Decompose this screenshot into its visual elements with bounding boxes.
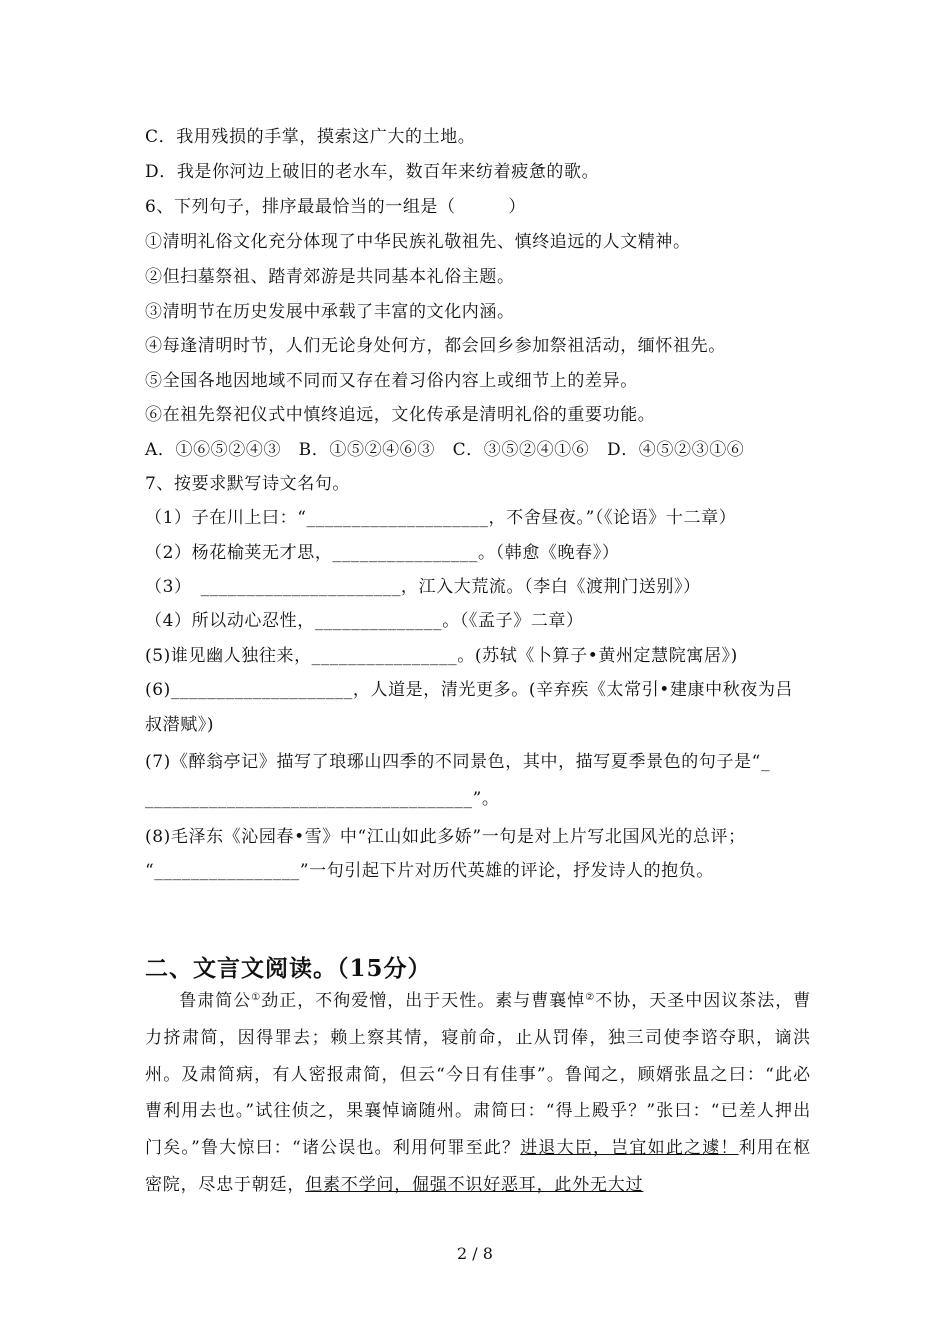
blank-1: （1）子在川上曰：“____________________，不舍昼夜。”（《论语》十二章） <box>145 508 737 528</box>
passage-text-2: 劲正，不徇爱憎，出于天性。素与曹襄悼 <box>261 991 586 1011</box>
blank-5: (5)谁见幽人独往来，________________。(苏轼《卜算子•黄州定慧院寓居》) <box>145 646 738 666</box>
sentence-3: ③清明节在历史发展中承载了丰富的文化内涵。 <box>145 302 515 322</box>
blank-6: (6)____________________，人道是，清光更多。(辛弃疾《太常引•建康中秋夜为吕 <box>145 680 794 700</box>
passage-text-1: 鲁肃简公 <box>179 991 252 1011</box>
passage-text-4: 利用在枢密院，尽忠于朝廷， <box>145 1138 812 1195</box>
sentence-2: ②但扫墓祭祖、踏青郊游是共同基本礼俗主题。 <box>145 267 515 287</box>
blank-2: （2）杨花榆荚无才思，________________。（韩愈《晚春》） <box>145 543 620 563</box>
sentence-5: ⑤全国各地因地域不同而又存在着习俗内容上或细节上的差异。 <box>145 371 638 391</box>
blank-6-cont: 叔潜赋》) <box>145 715 215 735</box>
blank-3: （3） ______________________，江入大荒流。（李白《渡荆门送别》） <box>145 577 701 597</box>
blank-7-cont: ____________________________________”。 <box>145 789 500 809</box>
page-number: 2 / 8 <box>457 1244 493 1263</box>
blank-8: (8)毛泽东《沁园春•雪》中“江山如此多娇”一句是对上片写北国风光的总评； <box>145 827 746 847</box>
sentence-1: ①清明礼俗文化充分体现了中华民族礼敬祖先、慎终追远的人文精神。 <box>145 232 691 252</box>
underlined-sentence-2: 但素不学问，倔强不识好恶耳，此外无大过 <box>305 1174 644 1195</box>
blank-4: （4）所以动心忍性，______________。（《孟子》二章） <box>145 611 584 631</box>
options-line: A．①⑥⑤②④③ B．①⑤②④⑥③ C．③⑤②④①⑥ D．④⑤②③①⑥ <box>145 440 745 460</box>
question-line-c: C．我用残损的手掌，摸索这广大的土地。 <box>145 127 476 147</box>
underlined-sentence-1: 进退大臣，岂宜如此之遽！ <box>520 1138 739 1159</box>
note-marker-2: ② <box>585 992 596 1003</box>
passage-text-3: 不协，天圣中因议茶法，曹力挤肃简，因得罪去；赖上察其情，寝前命，止从罚俸，独三司使李谘夺职，谪洪州。及肃简病，有人密报肃简，但云“今日有佳事”。鲁闻之，顾婿张昷之曰：“此必曹利用去也。”试往侦之，果襄悼谪随州。肃简曰：“得上殿乎？”张曰：“已差人押出门矣。”鲁大惊曰：“诸公误也。利用何罪至此？ <box>145 991 812 1159</box>
blank-7: (7)《醉翁亭记》描写了琅琊山四季的不同景色，其中，描写夏季景色的句子是“_ <box>145 752 771 772</box>
sentence-4: ④每逢清明时节，人们无论身处何方，都会回乡参加祭祖活动，缅怀祖先。 <box>145 336 726 356</box>
blank-8-cont: “________________”一句引起下片对历代英雄的评论，抒发诗人的抱负。 <box>145 861 714 881</box>
classical-passage <box>145 983 811 1204</box>
question-7-prompt: 7、按要求默写诗文名句。 <box>145 474 351 494</box>
note-marker-1: ① <box>251 992 262 1003</box>
question-6-prompt: 6、下列句子，排序最最恰当的一组是（ ） <box>145 197 527 217</box>
section-title: 二、文言文阅读。（15分） <box>145 955 432 982</box>
sentence-6: ⑥在祖先祭祀仪式中慎终追远，文化传承是清明礼俗的重要功能。 <box>145 405 656 425</box>
question-line-d: D．我是你河边上破旧的老水车，数百年来纺着疲惫的歌。 <box>145 162 600 182</box>
